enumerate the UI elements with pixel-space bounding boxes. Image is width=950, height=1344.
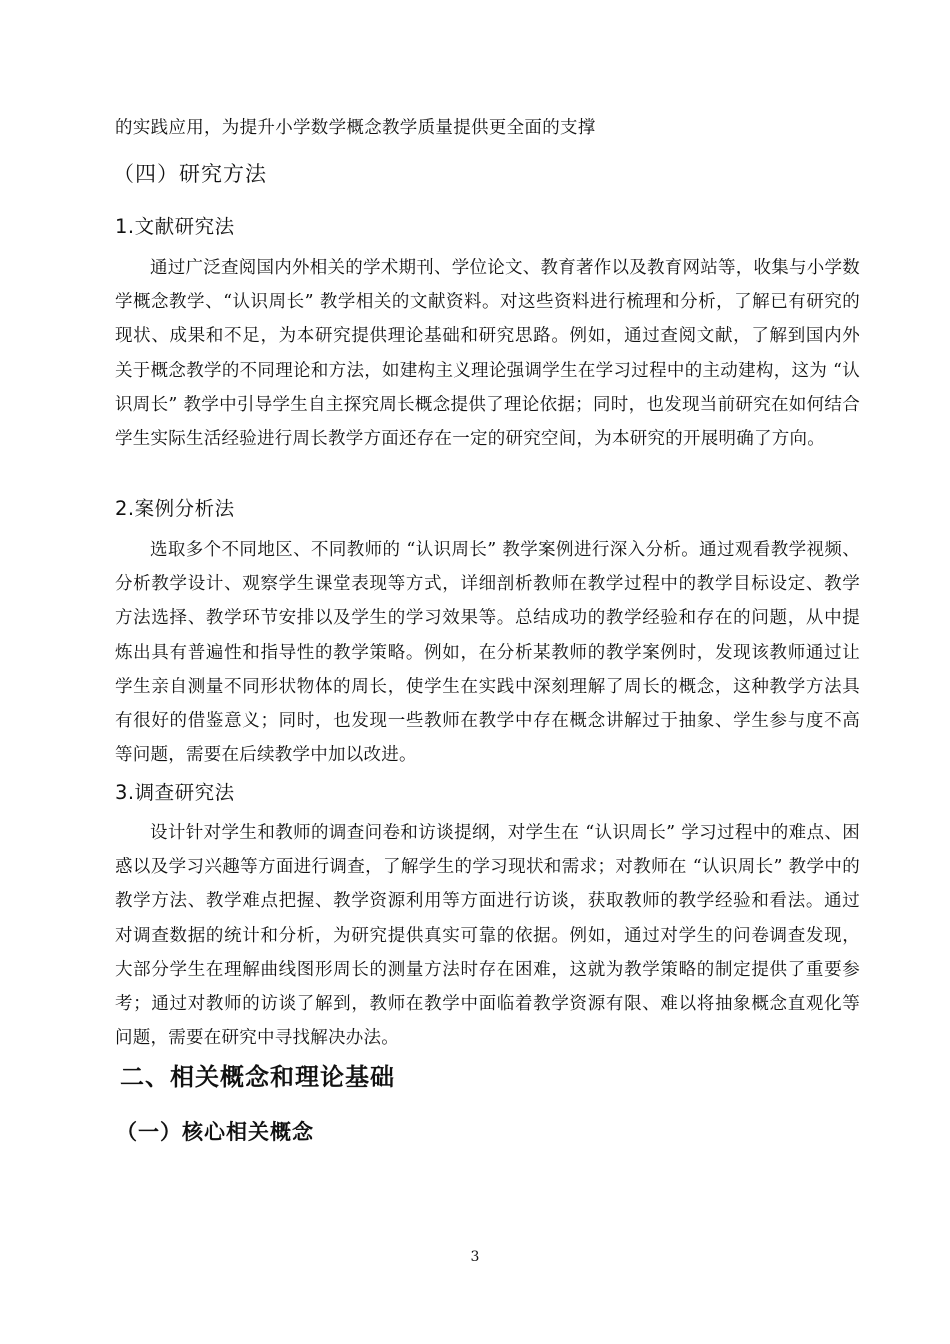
chapter-heading: 二、相关概念和理论基础 [120,1063,395,1091]
method-heading-survey: 3.调查研究法 [115,781,235,804]
method-paragraph-case-analysis: 选取多个不同地区、不同教师的 “认识周长” 教学案例进行深入分析。通过观看教学视频、分析教学设计、观察学生课堂表现等方式，详细剖析教师在教学过程中的教学目标设定、教学方法选择、教学环节安排以及学生的学习效果等。总结成功的教学经验和存在的问题，从中提炼出具有普遍性和指导性的教学策略。例如，在分析某教师的教学案例时，发现该教师通过让学生亲自测量不同形状物体的周长，使学生在实践中深刻理解了周长的概念，这种教学方法具有很好的借鉴意义；同时，也发现一些教师在教学中存在概念讲解过于抽象、学生参与度不高等问题，需要在后续教学中加以改进。 [115,540,860,766]
page-number: 3 [470,1249,480,1265]
subsection-heading-core-concepts: （一）核心相关概念 [116,1120,314,1144]
continuation-line: 的实践应用，为提升小学数学概念教学质量提供更全面的支撑 [115,118,596,138]
method-heading-literature: 1.文献研究法 [115,215,235,238]
method-paragraph-literature: 通过广泛查阅国内外相关的学术期刊、学位论文、教育著作以及教育网站等，收集与小学数学概念教学、“认识周长” 教学相关的文献资料。对这些资料进行梳理和分析，了解已有研究的现状、成果和不足，为本研究提供理论基础和研究思路。例如，通过查阅文献，了解到国内外关于概念教学的不同理论和方法，如建构主义理论强调学生在学习过程中的主动建构，这为 “认识周长” 教学中引导学生自主探究周长概念提供了理论依据；同时，也发现当前研究在如何结合学生实际生活经验进行周长教学方面还存在一定的研究空间，为本研究的开展明确了方向。 [115,258,860,450]
section-heading-research-methods: （四）研究方法 [113,162,267,186]
method-paragraph-survey: 设计针对学生和教师的调查问卷和访谈提纲，对学生在 “认识周长” 学习过程中的难点、困惑以及学习兴趣等方面进行调查，了解学生的学习现状和需求；对教师在 “认识周长” 教学中的教学方法、教学难点把握、教学资源利用等方面进行访谈，获取教师的教学经验和看法。通过对调查数据的统计和分析，为研究提供真实可靠的依据。例如，通过对学生的问卷调查发现，大部分学生在理解曲线图形周长的测量方法时存在困难，这就为教学策略的制定提供了重要参考；通过对教师的访谈了解到，教师在教学中面临着教学资源有限、难以将抽象概念直观化等问题，需要在研究中寻找解决办法。 [115,823,860,1049]
method-heading-case-analysis: 2.案例分析法 [115,497,235,520]
